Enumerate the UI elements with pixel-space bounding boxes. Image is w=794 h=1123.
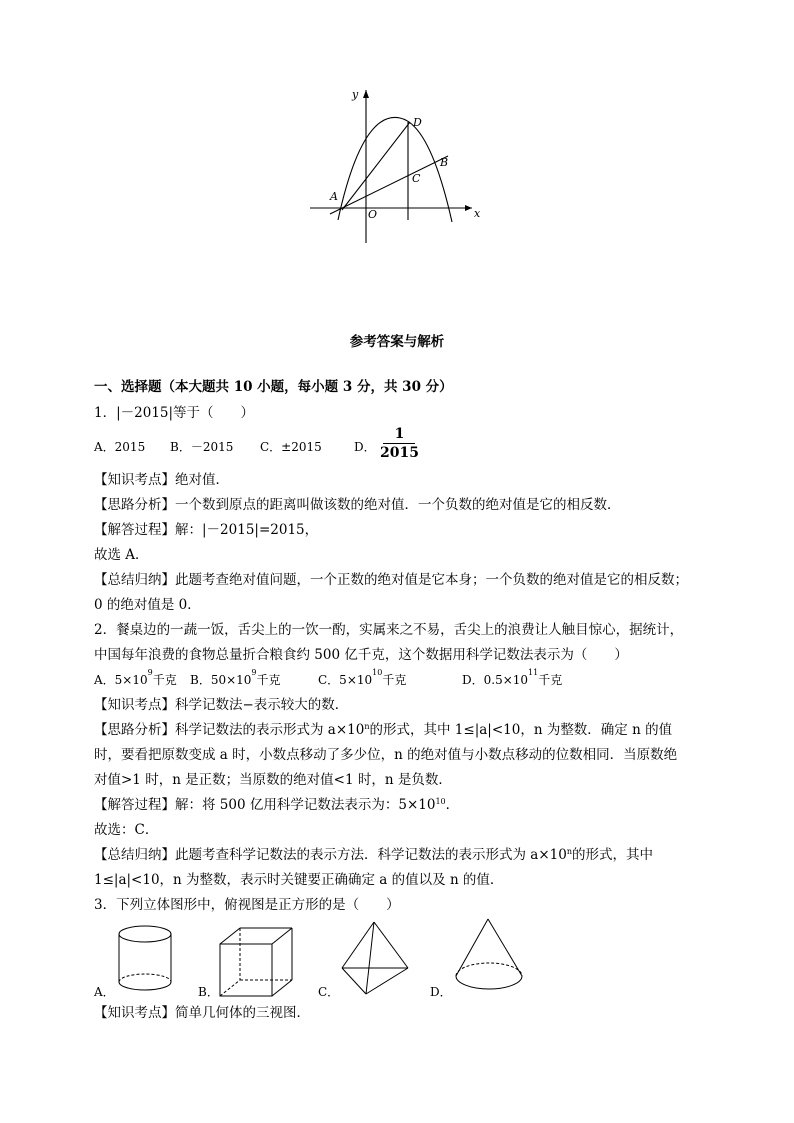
- q2-knowledge-point: 【知识考点】科学记数法−表示较大的数．: [94, 697, 349, 713]
- q1-summary-line1: 【总结归纳】此题考查绝对值问题，一个正数的绝对值是它本身；一个负数的绝对值是它的相反数；: [94, 572, 688, 588]
- q2-option-a: A．$5\times 10^9$千克: [94, 668, 177, 687]
- cone-figure: [452, 916, 528, 1000]
- q1-analysis: 【思路分析】一个数到原点的距离叫做该数的绝对值．一个负数的绝对值是它的相反数．: [94, 497, 621, 513]
- label-d: D: [413, 116, 422, 129]
- parabola-figure: [300, 80, 500, 250]
- q2-summary-line1: 【总结归纳】此题考查科学记数法的表示方法．科学记数法的表示形式为 $a\times 10^n$的形式，其中: [94, 847, 653, 863]
- parabola-curve: [338, 117, 452, 222]
- q1-option-b: B．－2015: [170, 440, 234, 454]
- q2-stem-line1: 2．餐桌边的一蔬一饭，舌尖上的一饮一酌，实属来之不易，舌尖上的浪费让人触目惊心，据统计，: [94, 622, 684, 638]
- label-c: C: [412, 172, 421, 185]
- q2-option-c: C．$5\times 10^{10}$千克: [318, 668, 407, 687]
- line-ad: [342, 122, 410, 210]
- label-o: O: [368, 208, 378, 221]
- q1-stem: 1．|－2015|等于（ ）: [94, 405, 255, 421]
- q3-option-d: D．: [430, 985, 452, 999]
- label-a: A: [330, 190, 338, 203]
- q2-solution: 【解答过程】解：将 500 亿用科学记数法表示为：$5\times 10^{10}$．: [94, 797, 460, 813]
- pyramid-figure: [336, 918, 416, 1000]
- cylinder-figure: [112, 922, 182, 1002]
- q1-knowledge-point: 【知识考点】绝对值．: [94, 472, 229, 488]
- q2-analysis-line3: 对值>1 时，n 是正数；当原数的绝对值<1 时，n 是负数．: [94, 772, 452, 788]
- x-axis-arrow: [465, 205, 472, 211]
- y-axis-arrow: [363, 90, 369, 98]
- q1-option-c: C．±2015: [260, 440, 322, 454]
- q2-option-d: D．$0.5\times 10^{11}$千克: [462, 668, 563, 687]
- cube-figure: [214, 922, 298, 1002]
- q3-option-b: B．: [198, 985, 219, 999]
- q3-knowledge-point: 【知识考点】简单几何体的三视图．: [94, 1005, 310, 1021]
- q1-answer: 故选 A．: [94, 547, 149, 563]
- q3-stem: 3．下列立体图形中，俯视图是正方形的是（ ）: [94, 897, 400, 913]
- q1-option-d-fraction: [380, 425, 419, 462]
- q2-answer: 故选：C．: [94, 822, 159, 838]
- q1-summary-line2: 0 的绝对值是 0．: [94, 597, 201, 613]
- q2-option-b: B．$50\times 10^9$千克: [190, 668, 281, 687]
- q2-analysis-line1: 【思路分析】科学记数法的表示形式为 $a\times 10^n$的形式，其中 1≤|a|<10，n 为整数．确定 n 的值: [94, 722, 673, 738]
- q1-option-a: A．2015: [94, 440, 146, 454]
- q2-analysis-line2: 时，要看把原数变成 a 时，小数点移动了多少位，n 的绝对值与小数点移动的位数相同．当原数绝: [94, 747, 678, 763]
- q2-summary-line2: 1≤|a|<10，n 为整数，表示时关键要正确确定 a 的值以及 n 的值．: [94, 872, 504, 888]
- page-title: 参考答案与解析: [349, 334, 445, 350]
- q3-option-c: C．: [318, 985, 340, 999]
- fraction-denominator: 2015: [380, 445, 419, 461]
- q3-option-a: A．: [94, 985, 115, 999]
- q2-stem-line2: 中国每年浪费的食物总量折合粮食约 500 亿千克，这个数据用科学记数法表示为（ ）: [94, 647, 628, 663]
- label-y: y: [352, 88, 359, 101]
- section-heading: 一、选择题（本大题共 10 小题，每小题 3 分，共 30 分）: [94, 379, 453, 395]
- label-b: B: [440, 156, 449, 169]
- q1-solution: 【解答过程】解：|－2015|=2015，: [94, 522, 319, 538]
- q1-option-d: D．: [354, 440, 376, 454]
- fraction-numerator: 1: [394, 426, 405, 442]
- line-ab: [330, 156, 448, 214]
- label-x: x: [474, 207, 481, 220]
